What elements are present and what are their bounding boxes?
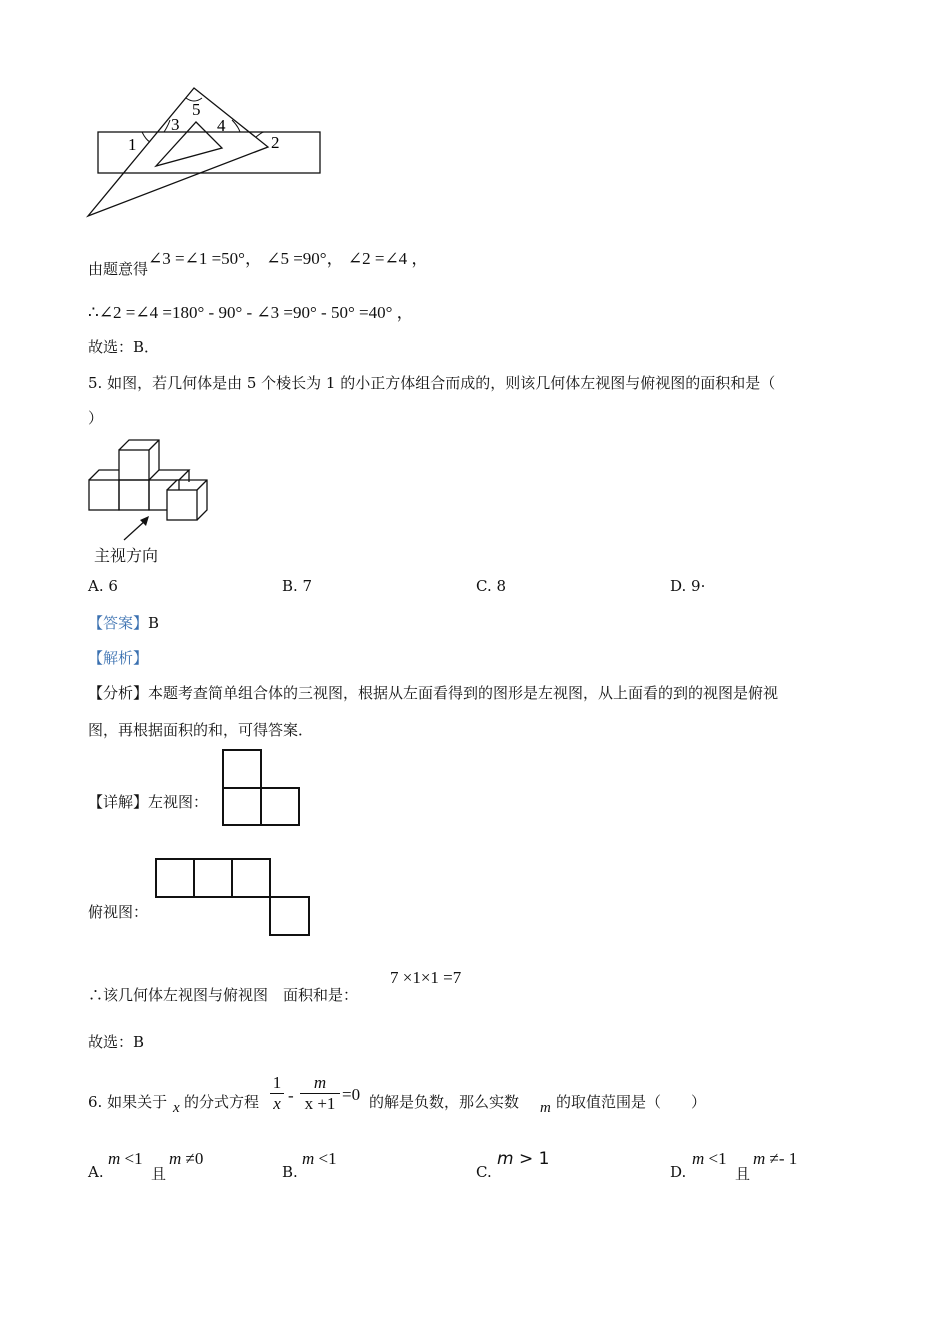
label-5: 5: [192, 100, 201, 119]
option-c: C. 8: [476, 577, 507, 595]
question-6-stem-a: 6. 如果关于: [88, 1093, 168, 1111]
option-b: B. 7: [282, 577, 313, 595]
q6-option-a-math-2: m ≠0: [169, 1149, 204, 1168]
q6-option-a-math-1: m <1: [108, 1149, 143, 1168]
minus-sign: -: [288, 1086, 294, 1105]
question-5-stem: 5. 如图，若几何体是由 5 个棱长为 1 的小正方体组合而成的，则该几何体左视图与俯视图的面积和是（: [88, 374, 776, 392]
q6-option-d-and: 且: [735, 1165, 751, 1183]
question-6-stem-c: 的解是负数，那么实数: [369, 1093, 520, 1111]
answer-line: [88, 612, 159, 633]
option-a: A. 6: [88, 577, 118, 595]
label-4: 4: [217, 116, 226, 135]
fraction-m-over-x-plus-1: $\frac{m}{x +1}$: [300, 1073, 340, 1114]
label-1: 1: [128, 135, 137, 154]
q6-option-c-math: m > 1: [497, 1149, 550, 1169]
question-6-stem-d: 的取值范围是（ ）: [556, 1093, 707, 1111]
label-3: 3: [171, 115, 180, 134]
view-direction-label: 主视方向: [94, 546, 159, 565]
fraction-1-over-x: $\frac{1}{x}$: [270, 1073, 284, 1114]
left-view-figure: [222, 749, 302, 827]
derivation-line-2: ∴∠2 =∠4 =180° - 90° - ∠3 =90° - 50° =40° ，: [88, 303, 414, 322]
answer-value: B: [148, 614, 160, 632]
analysis-text-1: 【分析】本题考查简单组合体的三视图，根据从左面看得到的图形是左视图，从上面看的到的视图是俯视: [88, 684, 779, 702]
answer-tag: 【答案】: [88, 614, 149, 632]
conclusion-text: ∴该几何体左视图与俯视图 面积和是：: [88, 986, 359, 1004]
cube-figure: [86, 436, 216, 536]
question-5-stem-end: ）: [88, 409, 104, 427]
choose-answer-5: 故选：B: [88, 1033, 145, 1051]
var-m: m: [540, 1100, 551, 1116]
equals-zero: =0: [342, 1085, 361, 1104]
area-calculation: 7 ×1×1 =7: [390, 968, 462, 987]
label-2: 2: [271, 133, 280, 152]
detail-left-view-label: 【详解】左视图：: [88, 793, 209, 811]
angle-figure: [80, 80, 340, 225]
analysis-text-2: 图，再根据面积的和，可得答案．: [88, 721, 314, 739]
q6-option-d-math-2: m ≠- 1: [753, 1149, 798, 1168]
q6-option-b-math: m <1: [302, 1149, 337, 1168]
question-6-stem-b: 的分式方程: [184, 1093, 260, 1111]
q6-option-a-and: 且: [151, 1165, 167, 1183]
q6-option-d-label: D.: [670, 1163, 687, 1181]
analysis-tag: 【解析】: [88, 649, 149, 667]
q6-option-c-label: C.: [476, 1163, 492, 1181]
q6-option-a-label: A.: [88, 1163, 104, 1181]
var-x: x: [173, 1100, 180, 1116]
derivation-line-1: 由题意得∠3 =∠1 =50°， ∠5 =90°， ∠2 =∠4 ，: [88, 249, 429, 278]
top-view-figure: [155, 858, 313, 938]
q6-option-b-label: B.: [282, 1163, 298, 1181]
top-view-label: 俯视图：: [88, 903, 149, 921]
option-d: D. 9·: [670, 577, 706, 595]
q6-option-d-math-1: m <1: [692, 1149, 727, 1168]
choose-line: 故选：B．: [88, 338, 160, 356]
